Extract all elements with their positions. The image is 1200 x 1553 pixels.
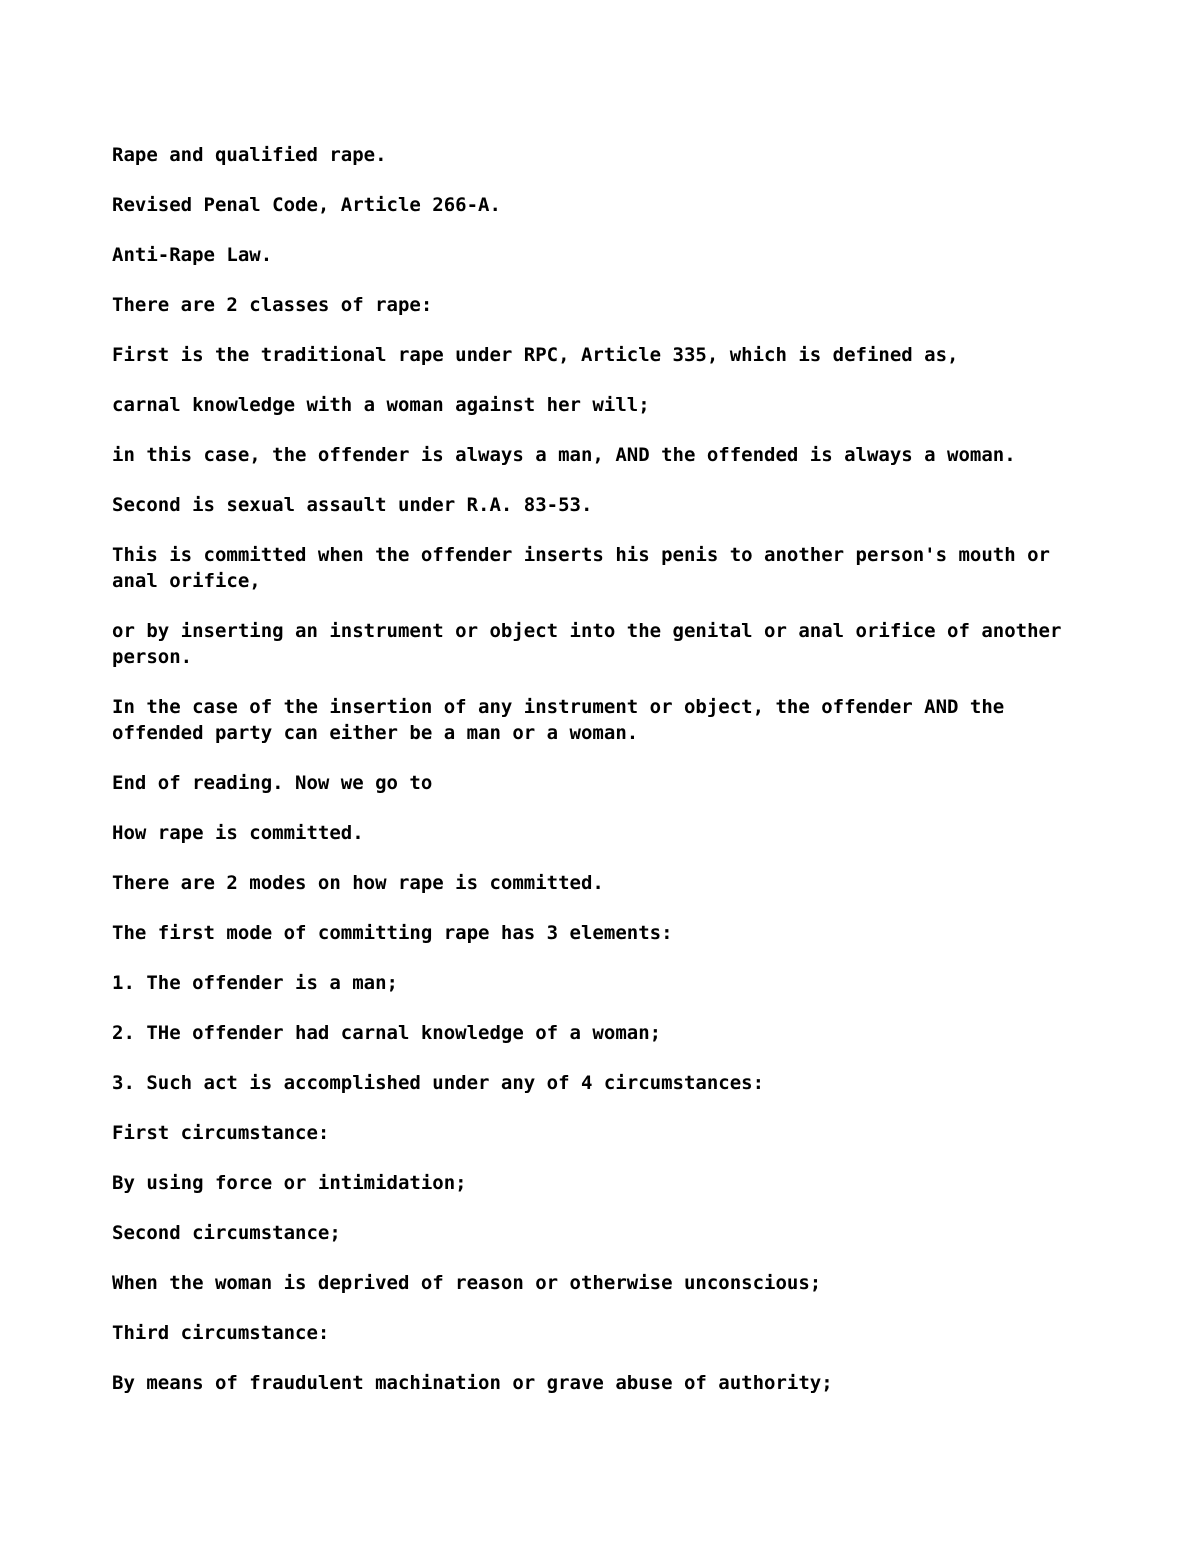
paragraph-modes-intro: There are 2 modes on how rape is committed. [112, 872, 604, 894]
paragraph-first-circumstance-heading: First circumstance: [112, 1122, 330, 1144]
paragraph-first-circumstance: By using force or intimidation; [112, 1172, 467, 1194]
paragraph-title: Rape and qualified rape. [112, 144, 387, 166]
paragraph-second-class: Second is sexual assault under R.A. 83-53. [112, 494, 593, 516]
paragraph-first-class: First is the traditional rape under RPC, Article 335, which is defined as, [112, 344, 959, 366]
paragraph-code-reference: Revised Penal Code, Article 266-A. [112, 194, 501, 216]
paragraph-second-class-definition: This is committed when the offender inserts his penis to another person's mouth or anal orifice, [112, 544, 1062, 592]
paragraph-second-circumstance: When the woman is deprived of reason or otherwise unconscious; [112, 1272, 822, 1294]
paragraph-law-name: Anti-Rape Law. [112, 244, 273, 266]
paragraph-second-circumstance-heading: Second circumstance; [112, 1222, 341, 1244]
document-body [112, 142, 1102, 1420]
paragraph-first-class-parties: in this case, the offender is always a man, AND the offended is always a woman. [112, 444, 1016, 466]
paragraph-second-class-parties: In the case of the insertion of any instrument or object, the offender AND the offended party can either be a man or a woman. [112, 696, 1016, 744]
paragraph-third-circumstance-heading: Third circumstance: [112, 1322, 330, 1344]
paragraph-how-committed-heading: How rape is committed. [112, 822, 364, 844]
paragraph-element-2: 2. THe offender had carnal knowledge of a woman; [112, 1022, 662, 1044]
paragraph-end-of-reading: End of reading. Now we go to [112, 772, 433, 794]
paragraph-third-circumstance: By means of fraudulent machination or grave abuse of authority; [112, 1372, 833, 1394]
paragraph-classes-intro: There are 2 classes of rape: [112, 294, 433, 316]
paragraph-first-mode-elements: The first mode of committing rape has 3 elements: [112, 922, 673, 944]
paragraph-second-class-instrument: or by inserting an instrument or object into the genital or anal orifice of another person. [112, 620, 1073, 668]
paragraph-element-1: 1. The offender is a man; [112, 972, 398, 994]
paragraph-element-3: 3. Such act is accomplished under any of 4 circumstances: [112, 1072, 765, 1094]
paragraph-first-class-definition: carnal knowledge with a woman against her will; [112, 394, 650, 416]
